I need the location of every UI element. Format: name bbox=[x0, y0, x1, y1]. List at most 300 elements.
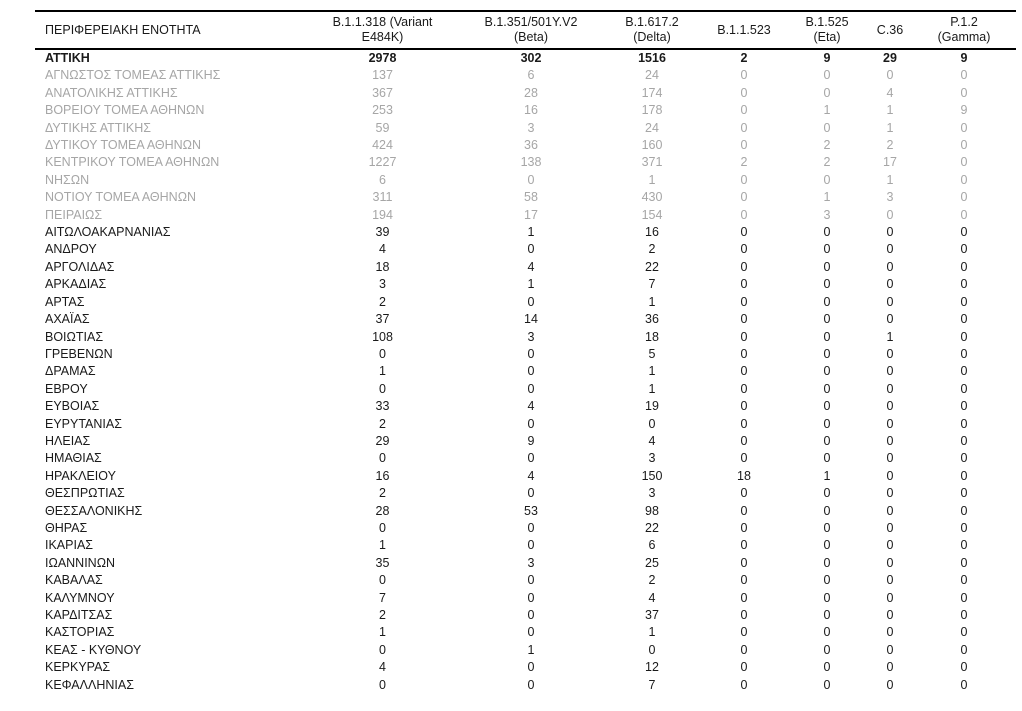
region-cell: ΑΓΝΩΣΤΟΣ ΤΟΜΕΑΣ ΑΤΤΙΚΗΣ bbox=[45, 68, 221, 83]
value-cell: 1 bbox=[823, 190, 831, 205]
value-cell: 0 bbox=[886, 364, 894, 379]
value-cell: 1 bbox=[379, 538, 386, 553]
value-cell: 0 bbox=[527, 625, 535, 640]
value-cell: 0 bbox=[740, 486, 748, 501]
value-cell: 0 bbox=[823, 608, 831, 622]
value-cell: 4 bbox=[648, 590, 656, 605]
value-cell: 0 bbox=[823, 486, 831, 501]
region-cell: ΑΡΤΑΣ bbox=[45, 294, 85, 309]
value-cell: 0 bbox=[886, 294, 894, 309]
value-cell: 0 bbox=[886, 451, 894, 466]
value-cell: 0 bbox=[740, 433, 748, 448]
value-cell: 2 bbox=[823, 138, 831, 153]
region-cell: ΑΡΓΟΛΙΔΑΣ bbox=[45, 259, 115, 274]
region-cell: ΠΕΙΡΑΙΩΣ bbox=[45, 207, 103, 222]
value-cell: 0 bbox=[823, 120, 831, 135]
value-cell: 3 bbox=[527, 120, 535, 135]
value-cell: 25 bbox=[645, 555, 659, 570]
value-cell: 0 bbox=[960, 138, 968, 153]
value-cell: 6 bbox=[379, 172, 386, 187]
value-cell: 0 bbox=[960, 416, 968, 431]
value-cell: 0 bbox=[740, 346, 748, 361]
value-cell: 14 bbox=[524, 312, 538, 327]
value-cell: 19 bbox=[645, 399, 659, 414]
value-cell: 0 bbox=[379, 677, 386, 692]
value-cell: 0 bbox=[823, 68, 831, 83]
value-cell: 2 bbox=[379, 608, 386, 622]
value-cell: 0 bbox=[960, 277, 968, 292]
value-cell: 0 bbox=[740, 364, 748, 379]
value-cell: 424 bbox=[372, 138, 393, 153]
value-cell: 0 bbox=[886, 312, 894, 327]
value-cell: 0 bbox=[886, 625, 894, 640]
value-cell: 5 bbox=[648, 346, 656, 361]
value-cell: 28 bbox=[375, 503, 390, 518]
value-cell: 0 bbox=[886, 346, 894, 361]
value-cell: 0 bbox=[527, 346, 535, 361]
value-cell: 0 bbox=[960, 660, 968, 675]
value-cell: 0 bbox=[960, 190, 968, 205]
region-cell: ΑΤΤΙΚΗ bbox=[45, 51, 90, 65]
value-cell: 0 bbox=[740, 225, 748, 240]
value-cell: 0 bbox=[960, 381, 968, 396]
value-cell: 0 bbox=[740, 608, 748, 622]
value-cell: 0 bbox=[823, 520, 831, 535]
value-cell: 0 bbox=[960, 503, 968, 518]
value-cell: 0 bbox=[740, 416, 748, 431]
region-cell: ΚΑΡΔΙΤΣΑΣ bbox=[45, 608, 113, 622]
column-header-c36 bbox=[868, 11, 912, 49]
value-cell: 1227 bbox=[368, 155, 397, 170]
value-cell: 3 bbox=[527, 329, 535, 344]
value-cell: 0 bbox=[740, 103, 748, 118]
table-row bbox=[35, 381, 1016, 398]
value-cell: 0 bbox=[823, 538, 831, 553]
value-cell: 22 bbox=[645, 259, 659, 274]
value-cell: 16 bbox=[524, 103, 538, 118]
region-cell: ΘΕΣΣΑΛΟΝΙΚΗΣ bbox=[45, 503, 143, 518]
value-cell: 0 bbox=[960, 538, 968, 553]
table-body bbox=[35, 49, 1016, 694]
region-cell: ΑΝΔΡΟΥ bbox=[45, 242, 97, 257]
value-cell: 0 bbox=[740, 503, 748, 518]
table-row bbox=[35, 659, 1016, 676]
value-cell: 0 bbox=[740, 312, 748, 327]
region-cell: ΑΧΑΪΑΣ bbox=[45, 312, 90, 327]
value-cell: 0 bbox=[823, 329, 831, 344]
value-cell: 0 bbox=[527, 364, 535, 379]
value-cell: 3 bbox=[886, 190, 894, 205]
value-cell: 0 bbox=[527, 677, 535, 692]
value-cell: 22 bbox=[645, 520, 659, 535]
value-cell: 0 bbox=[740, 190, 748, 205]
value-cell: 0 bbox=[886, 573, 894, 588]
value-cell: 1 bbox=[823, 103, 831, 118]
value-cell: 0 bbox=[886, 608, 894, 622]
column-header-label: (Eta) bbox=[813, 30, 841, 44]
value-cell: 4 bbox=[379, 660, 386, 675]
value-cell: 0 bbox=[960, 573, 968, 588]
value-cell: 194 bbox=[372, 207, 393, 222]
table-row bbox=[35, 294, 1016, 311]
value-cell: 0 bbox=[823, 259, 831, 274]
value-cell: 9 bbox=[960, 103, 968, 118]
value-cell: 0 bbox=[648, 642, 656, 657]
value-cell: 17 bbox=[883, 155, 897, 170]
value-cell: 0 bbox=[740, 138, 748, 153]
region-cell: ΑΝΑΤΟΛΙΚΗΣ ΑΤΤΙΚΗΣ bbox=[45, 85, 178, 100]
value-cell: 0 bbox=[823, 433, 831, 448]
column-header-label: B.1.1.523 bbox=[717, 22, 771, 37]
value-cell: 0 bbox=[960, 312, 968, 327]
value-cell: 0 bbox=[886, 555, 894, 570]
column-header-label: (Delta) bbox=[633, 30, 671, 44]
region-cell: ΒΟΙΩΤΙΑΣ bbox=[45, 329, 104, 344]
value-cell: 0 bbox=[886, 538, 894, 553]
value-cell: 0 bbox=[823, 225, 831, 240]
column-header-label: P.1.2 bbox=[950, 15, 978, 29]
value-cell: 0 bbox=[960, 346, 968, 361]
value-cell: 1516 bbox=[638, 51, 666, 65]
value-cell: 29 bbox=[883, 51, 897, 65]
table-row bbox=[35, 677, 1016, 694]
value-cell: 0 bbox=[740, 381, 748, 396]
value-cell: 0 bbox=[960, 608, 968, 622]
value-cell: 0 bbox=[379, 642, 386, 657]
value-cell: 367 bbox=[372, 85, 393, 100]
table-row bbox=[35, 624, 1016, 641]
value-cell: 3 bbox=[823, 207, 831, 222]
table-row bbox=[35, 207, 1016, 224]
value-cell: 0 bbox=[740, 120, 748, 135]
value-cell: 0 bbox=[740, 294, 748, 309]
value-cell: 6 bbox=[527, 68, 535, 83]
value-cell: 137 bbox=[372, 68, 393, 83]
value-cell: 16 bbox=[375, 468, 390, 483]
value-cell: 178 bbox=[641, 103, 663, 118]
value-cell: 1 bbox=[648, 294, 656, 309]
value-cell: 0 bbox=[379, 520, 386, 535]
value-cell: 0 bbox=[960, 555, 968, 570]
table-row bbox=[35, 172, 1016, 189]
region-cell: ΔΥΤΙΚΗΣ ΑΤΤΙΚΗΣ bbox=[45, 120, 151, 135]
value-cell: 0 bbox=[379, 381, 386, 396]
region-cell: ΙΩΑΝΝΙΝΩΝ bbox=[45, 555, 116, 570]
region-cell: ΓΡΕΒΕΝΩΝ bbox=[45, 346, 113, 361]
region-cell: ΚΑΛΥΜΝΟΥ bbox=[45, 590, 115, 605]
value-cell: 2 bbox=[886, 138, 894, 153]
value-cell: 0 bbox=[960, 68, 968, 83]
region-cell: ΚΑΣΤΟΡΙΑΣ bbox=[45, 625, 115, 640]
value-cell: 3 bbox=[648, 486, 656, 501]
value-cell: 0 bbox=[527, 242, 535, 257]
value-cell: 0 bbox=[379, 451, 386, 466]
value-cell: 0 bbox=[740, 590, 748, 605]
value-cell: 0 bbox=[960, 399, 968, 414]
value-cell: 0 bbox=[740, 329, 748, 344]
value-cell: 0 bbox=[823, 294, 831, 309]
value-cell: 4 bbox=[648, 433, 656, 448]
value-cell: 2 bbox=[379, 294, 386, 309]
table-row bbox=[35, 137, 1016, 154]
value-cell: 0 bbox=[960, 468, 968, 483]
value-cell: 0 bbox=[960, 642, 968, 657]
value-cell: 98 bbox=[645, 503, 659, 518]
value-cell: 0 bbox=[960, 225, 968, 240]
value-cell: 4 bbox=[886, 85, 894, 100]
value-cell: 0 bbox=[823, 503, 831, 518]
region-cell: ΚΑΒΑΛΑΣ bbox=[45, 573, 103, 588]
value-cell: 1 bbox=[648, 381, 656, 396]
value-cell: 0 bbox=[823, 642, 831, 657]
region-cell: ΘΕΣΠΡΩΤΙΑΣ bbox=[45, 486, 125, 501]
region-cell: ΗΡΑΚΛΕΙΟΥ bbox=[45, 468, 116, 483]
table-row bbox=[35, 241, 1016, 258]
column-header-b1617 bbox=[602, 11, 702, 49]
value-cell: 2 bbox=[823, 155, 831, 170]
value-cell: 138 bbox=[520, 155, 542, 170]
region-cell: ΚΕΦΑΛΛΗΝΙΑΣ bbox=[45, 677, 134, 692]
value-cell: 0 bbox=[960, 364, 968, 379]
value-cell: 0 bbox=[823, 364, 831, 379]
table-row bbox=[35, 503, 1016, 520]
value-cell: 0 bbox=[886, 277, 894, 292]
column-header-label: B.1.351/501Y.V2 bbox=[484, 15, 578, 29]
value-cell: 53 bbox=[524, 503, 538, 518]
value-cell: 0 bbox=[740, 399, 748, 414]
value-cell: 1 bbox=[886, 103, 894, 118]
value-cell: 253 bbox=[372, 103, 393, 118]
value-cell: 1 bbox=[886, 172, 894, 187]
table-row bbox=[35, 346, 1016, 363]
table-row bbox=[35, 224, 1016, 241]
value-cell: 0 bbox=[886, 590, 894, 605]
value-cell: 0 bbox=[823, 172, 831, 187]
value-cell: 0 bbox=[886, 486, 894, 501]
value-cell: 0 bbox=[740, 642, 748, 657]
column-header-label: E484K) bbox=[361, 30, 404, 44]
value-cell: 1 bbox=[379, 625, 386, 640]
value-cell: 4 bbox=[527, 399, 535, 414]
table-row bbox=[35, 67, 1016, 84]
value-cell: 0 bbox=[740, 625, 748, 640]
value-cell: 0 bbox=[740, 520, 748, 535]
value-cell: 1 bbox=[527, 642, 535, 657]
value-cell: 1 bbox=[886, 120, 894, 135]
value-cell: 311 bbox=[372, 190, 393, 205]
value-cell: 0 bbox=[823, 573, 831, 588]
value-cell: 4 bbox=[527, 468, 535, 483]
value-cell: 0 bbox=[823, 451, 831, 466]
table-row bbox=[35, 102, 1016, 119]
table-row bbox=[35, 189, 1016, 206]
value-cell: 0 bbox=[960, 242, 968, 257]
value-cell: 0 bbox=[527, 294, 535, 309]
region-cell: ΗΛΕΙΑΣ bbox=[45, 433, 91, 448]
table-row bbox=[35, 468, 1016, 485]
value-cell: 1 bbox=[648, 364, 656, 379]
table-row bbox=[35, 85, 1016, 102]
value-cell: 1 bbox=[823, 468, 831, 483]
value-cell: 0 bbox=[740, 277, 748, 292]
column-header-p12 bbox=[912, 11, 1016, 49]
value-cell: 4 bbox=[379, 242, 386, 257]
value-cell: 0 bbox=[960, 294, 968, 309]
value-cell: 7 bbox=[379, 590, 386, 605]
value-cell: 154 bbox=[641, 207, 663, 222]
column-header-b11523 bbox=[702, 11, 786, 49]
value-cell: 0 bbox=[823, 277, 831, 292]
region-cell: ΕΥΒΟΙΑΣ bbox=[45, 399, 100, 414]
region-cell: ΝΟΤΙΟΥ ΤΟΜΕΑ ΑΘΗΝΩΝ bbox=[45, 190, 197, 205]
value-cell: 0 bbox=[886, 642, 894, 657]
value-cell: 0 bbox=[886, 433, 894, 448]
value-cell: 4 bbox=[527, 259, 535, 274]
value-cell: 0 bbox=[823, 555, 831, 570]
value-cell: 0 bbox=[823, 660, 831, 675]
region-cell: ΚΕΝΤΡΙΚΟΥ ΤΟΜΕΑ ΑΘΗΝΩΝ bbox=[45, 155, 220, 170]
value-cell: 37 bbox=[645, 608, 659, 622]
value-cell: 24 bbox=[645, 68, 659, 83]
value-cell: 150 bbox=[641, 468, 663, 483]
value-cell: 0 bbox=[527, 590, 535, 605]
value-cell: 33 bbox=[375, 399, 390, 414]
value-cell: 0 bbox=[740, 451, 748, 466]
region-cell: ΔΥΤΙΚΟΥ ΤΟΜΕΑ ΑΘΗΝΩΝ bbox=[45, 138, 202, 153]
value-cell: 0 bbox=[886, 68, 894, 83]
value-cell: 7 bbox=[648, 277, 656, 292]
table-row bbox=[35, 433, 1016, 450]
column-header-b1351 bbox=[460, 11, 602, 49]
value-cell: 0 bbox=[960, 120, 968, 135]
value-cell: 0 bbox=[886, 416, 894, 431]
table-row bbox=[35, 450, 1016, 467]
value-cell: 2 bbox=[740, 155, 748, 170]
value-cell: 0 bbox=[823, 242, 831, 257]
value-cell: 174 bbox=[641, 85, 663, 100]
region-cell: ΕΒΡΟΥ bbox=[45, 381, 88, 396]
value-cell: 1 bbox=[527, 225, 535, 240]
table-row bbox=[35, 259, 1016, 276]
table-row bbox=[35, 642, 1016, 659]
value-cell: 0 bbox=[527, 451, 535, 466]
value-cell: 0 bbox=[823, 381, 831, 396]
region-cell: ΝΗΣΩΝ bbox=[45, 172, 90, 187]
value-cell: 12 bbox=[645, 660, 659, 675]
value-cell: 35 bbox=[375, 555, 390, 570]
value-cell: 2 bbox=[648, 242, 656, 257]
table-row bbox=[35, 520, 1016, 537]
column-header-region bbox=[35, 11, 305, 49]
value-cell: 17 bbox=[524, 207, 538, 222]
table-row bbox=[35, 555, 1016, 572]
table-row bbox=[35, 363, 1016, 380]
table-row bbox=[35, 398, 1016, 415]
value-cell: 0 bbox=[886, 207, 894, 222]
value-cell: 0 bbox=[886, 503, 894, 518]
value-cell: 0 bbox=[960, 451, 968, 466]
value-cell: 0 bbox=[527, 573, 535, 588]
column-header-b11318 bbox=[305, 11, 460, 49]
value-cell: 0 bbox=[960, 155, 968, 170]
table-row bbox=[35, 49, 1016, 67]
value-cell: 0 bbox=[740, 538, 748, 553]
value-cell: 0 bbox=[823, 312, 831, 327]
value-cell: 0 bbox=[886, 242, 894, 257]
value-cell: 0 bbox=[740, 172, 748, 187]
value-cell: 2 bbox=[740, 51, 748, 65]
value-cell: 0 bbox=[527, 381, 535, 396]
value-cell: 0 bbox=[886, 399, 894, 414]
value-cell: 37 bbox=[375, 312, 390, 327]
value-cell: 0 bbox=[960, 172, 968, 187]
value-cell: 0 bbox=[960, 85, 968, 100]
table-row bbox=[35, 485, 1016, 502]
value-cell: 0 bbox=[960, 207, 968, 222]
value-cell: 1 bbox=[527, 277, 535, 292]
value-cell: 29 bbox=[375, 433, 390, 448]
value-cell: 0 bbox=[740, 677, 748, 692]
value-cell: 3 bbox=[527, 555, 535, 570]
value-cell: 58 bbox=[524, 190, 538, 205]
value-cell: 0 bbox=[740, 259, 748, 274]
value-cell: 0 bbox=[379, 346, 386, 361]
value-cell: 0 bbox=[886, 468, 894, 483]
value-cell: 0 bbox=[527, 608, 535, 622]
value-cell: 0 bbox=[823, 85, 831, 100]
value-cell: 18 bbox=[375, 259, 390, 274]
value-cell: 18 bbox=[645, 329, 659, 344]
column-header-label: (Gamma) bbox=[937, 30, 991, 44]
region-cell: ΕΥΡΥΤΑΝΙΑΣ bbox=[45, 416, 122, 431]
column-header-label: C.36 bbox=[876, 22, 904, 37]
value-cell: 371 bbox=[641, 155, 663, 170]
column-header-label: ΠΕΡΙΦΕΡΕΙΑΚΗ ΕΝΟΤΗΤΑ bbox=[45, 22, 201, 37]
value-cell: 0 bbox=[740, 68, 748, 83]
value-cell: 0 bbox=[960, 625, 968, 640]
value-cell: 24 bbox=[645, 120, 659, 135]
value-cell: 160 bbox=[641, 138, 663, 153]
value-cell: 0 bbox=[960, 259, 968, 274]
region-cell: ΑΙΤΩΛΟΑΚΑΡΝΑΝΙΑΣ bbox=[45, 225, 171, 240]
value-cell: 1 bbox=[886, 329, 894, 344]
variants-by-regional-unit-table bbox=[35, 10, 1016, 694]
value-cell: 0 bbox=[527, 172, 535, 187]
value-cell: 9 bbox=[960, 51, 968, 65]
value-cell: 36 bbox=[524, 138, 538, 153]
table-row bbox=[35, 120, 1016, 137]
region-cell: ΔΡΑΜΑΣ bbox=[45, 364, 96, 379]
value-cell: 0 bbox=[740, 555, 748, 570]
value-cell: 302 bbox=[520, 51, 542, 65]
value-cell: 0 bbox=[886, 660, 894, 675]
region-cell: ΚΕΑΣ - ΚΥΘΝΟΥ bbox=[45, 642, 142, 657]
value-cell: 0 bbox=[527, 538, 535, 553]
value-cell: 59 bbox=[375, 120, 390, 135]
value-cell: 1 bbox=[648, 625, 656, 640]
value-cell: 0 bbox=[886, 677, 894, 692]
table-row bbox=[35, 416, 1016, 433]
value-cell: 0 bbox=[960, 433, 968, 448]
value-cell: 36 bbox=[645, 312, 659, 327]
column-header-label: B.1.1.318 (Variant bbox=[332, 15, 433, 29]
value-cell: 0 bbox=[960, 677, 968, 692]
value-cell: 0 bbox=[648, 416, 656, 431]
report-page bbox=[0, 10, 1022, 711]
value-cell: 0 bbox=[960, 590, 968, 605]
column-header-label: B.1.525 bbox=[805, 15, 849, 29]
region-cell: ΚΕΡΚΥΡΑΣ bbox=[45, 660, 111, 675]
